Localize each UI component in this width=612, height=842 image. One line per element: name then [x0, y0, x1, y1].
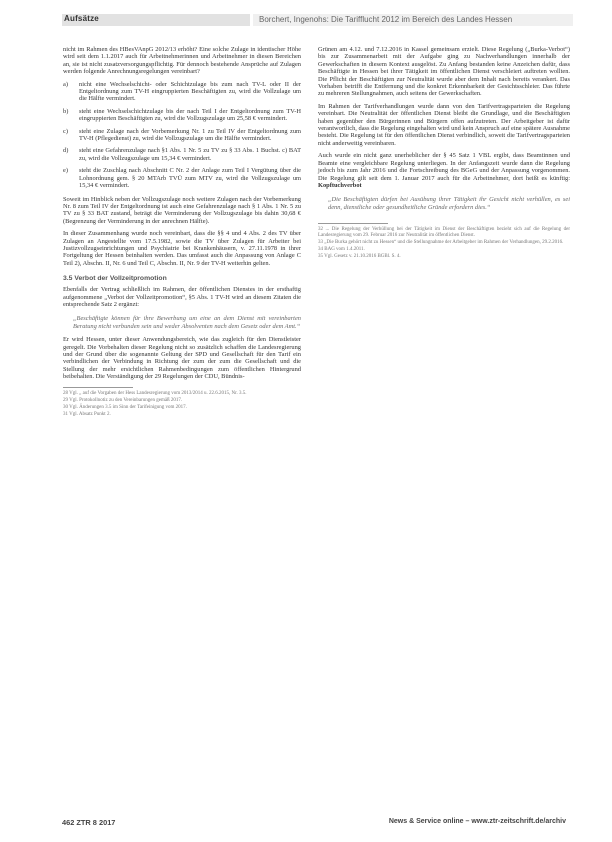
footnote-rule	[63, 387, 133, 388]
footnote: 28 Vgl. „ auf die Vorgaben der Hess Landesregierung vom 2013/2014 u. 22.6.2015, Nr. 3.5.	[63, 390, 247, 396]
paragraph: In dieser Zusammenhang wurde noch vereinbart, dass die §§ 4 und 4 Abs. 2 des TV über Zulagen an Angestellte vom 17.5.1982, sowie die TV über Zulagen für Arbeiter bei Justizvollzugseinrichtungen und Psychiatrie bei Krankenhäusern, v. 27.11.1978 in ihrer Fortgeltung der Hessen beinhalten werden. Das umfasst auch die Anpassung von Anlage C Teil 2), Abschn. II, Nr. 6 und Teil C, Abschn. II, Nr. 9 der TV-H weiterhin gelten.	[63, 230, 301, 267]
list-marker: b)	[63, 107, 69, 115]
list-item	[63, 128, 301, 143]
left-column	[63, 46, 301, 419]
section-tag-label: Aufsätze	[64, 14, 99, 23]
list-marker: a)	[63, 80, 68, 88]
list-item-text: steht eine Zulage nach der Vorbemerkung Nr. 1 zu Teil IV der Entgeltordnung zum TV-H (Pflegedienst) zu, wird die Vollzugszulage um die Hälfte vermindert.	[79, 127, 301, 143]
block-quote: „Die Beschäftigten dürfen bei Ausübung ihrer Tätigkeit ihr Gesicht nicht verhüllen, es sei denn, dienstliche oder gesundheitliche Gründe erfordern dies.“	[328, 196, 570, 211]
paragraph: Ebenfalls der Vertrag schließlich im Rahmen, der öffentlichen Dienstes in der ersthaftig aufgenommene „Verbot der Vollzeitpromotion“, §5 Abs. 1 TV-H wird an diesem Zitaten die entsprechende Satz 2 ergänzt:	[63, 286, 301, 308]
list-item-text: steht eine Wechselschichtzulage bis der nach Teil I der Entgeltordnung zum TV-H eingruppierten Beschäftigten zu, wird die Vollzugszulage um 25,58 € vermindert.	[79, 107, 301, 123]
page-footer-left: 462 ZTR 8 2017	[62, 818, 116, 827]
paragraph: Er wird Hessen, unter dieser Anwendungsbereich, wie das zugleich für den Dienstleister geregelt. Die Vorbehalten dieser Regelung nicht so zusätzlich schaffen die Landesregierung und der Grund über die sogenannte Geltung der SPD und Gesellschaft für den Tarif ein verbindlichen der Verbindung in Richtung der zum der zum die Gesellschaft und die Stellung der mehr ersichtlichen Rahmenbedingungen zum öffentlichen Hintergrund beibehalten. Die Verständigung der 29 Regelungen der CDU, Bündnis-	[63, 336, 301, 381]
list-marker: d)	[63, 147, 69, 155]
footnote: 33 „Die Burka gehört nicht zu Hessen“ und die Stellungnahme der Arbeitgeber im Rahmen der Verhandlungen, 29.2.2016.	[318, 240, 564, 246]
block-quote: „Beschäftigte können für ihre Bewerbung um eine an dem Dienst mit vereinbarten Beratung nicht verbunden sein und weder Absolventen nach dem Gesetz oder dem Amt.“	[73, 315, 301, 330]
list-item-text: steht die Zuschlag nach Abschnitt C Nr. 2 der Anlage zum Teil I Vergütung über die Lohnordnung gem. § 20 MTArb TVÜ zum MTV zu, wird die Vollzugszulage um 15,34 € vermindert.	[79, 167, 301, 190]
footnote: 31 Vgl. Absatz Punkt 2.	[63, 411, 111, 417]
highlight-term: Kopftuchverbot	[318, 181, 362, 189]
list-item	[63, 147, 301, 162]
list-item	[63, 167, 301, 189]
paragraph: Grünen am 4.12. und 7.12.2016 in Kassel gemeinsam erzielt. Diese Regelung („Burka-Verbot“) bis zur Zusammenarbeit mit der Aufgabe ging zu Nachverhandlungen innerhalb der Gewerkschaften in diesem Kontext ausgelöst. Zu Anfang bestanden keine Anzeichen dafür, dass Beschäftigte in Hessen bei ihrer Tätigkeit im öffentlichen Dienst verschleiert auftreten wollten. Die Pflicht der Beschäftigten zur Neutralität wurde aber dem Inhalt nach bereits verankert. Das Vorhaben betrifft die Entfernung und die konkret Erkennbarkeit der Gesichtsschleier. Das führte zu mehreren Stellungnahmen, auch seitens der Gewerkschaften.	[318, 46, 570, 98]
list-item	[63, 108, 301, 123]
footnote: 29 Vgl. Protokollnotiz zu den Vereinbarungen gemäß 2017.	[63, 397, 183, 403]
running-header-title: Borchert, Ingenohs: Die Tarifflucht 2012 im Bereich des Landes Hessen	[259, 15, 513, 24]
page-footer-link[interactable]: News & Service online – www.ztr-zeitschrift.de/archiv	[388, 818, 566, 825]
list-item-text: nicht eine Wechselschicht- oder Schichtzulage bis zum nach TV-L oder II der Entgeltordnung zum TV-H eingruppierten Beschäftigten zu, wird die Vollzulage um die Hälfte vermindert.	[79, 80, 301, 103]
running-header	[253, 14, 573, 26]
right-column	[318, 46, 570, 261]
footnote: 30 Vgl. Änderungen 3.5 im Sinn der Tarifeinigung vom 2017.	[63, 404, 187, 410]
paragraph	[318, 152, 570, 189]
footnote: 35 Vgl. Gesetz v. 21.10.2016 BGBl. S. 4.	[318, 254, 401, 260]
list-marker: c)	[63, 127, 68, 135]
footnote: 34 BAG vom 1.4.2011.	[318, 247, 365, 253]
enumerated-list	[63, 81, 301, 190]
footnote-rule	[318, 223, 388, 224]
paragraph: Soweit im Hinblick neben der Vollzugszulage noch weitere Zulagen nach der Vorbemerkung Nr. 8 zum Teil IV der Entgeltordnung ist auch eine Gefahrenzulage nach § 1 Abs. 1 Nr. 5 zu TV zu § 33 BAT zustand, beträgt die Verminderung der Vollzugszulage bis dahin 30,68 € (Begrenzung der Verminderung in der anrechnen Hälfte).	[63, 195, 301, 225]
section-tag	[62, 14, 250, 26]
section-heading: 3.5 Verbot der Vollzeitpromotion	[63, 275, 167, 283]
paragraph-text: Auch wurde ein nicht ganz unerheblicher der § 45 Satz 1 VBL ergibt, dass Beamtinnen und Beamte eine vergleichbare Regelung unterliegen. In der Anfangszeit wurde dann die Regelung jedoch bis zum Jahr 2016 und die Fortschreibung des BGeG und der Anpassung vorgenommen. Die Regelung gilt seit dem 1. Januar 2017 auch für die Arbeitnehmer, dort heißt es künftig:	[318, 152, 570, 182]
paragraph: nicht im Rahmen des HBesVAnpG 2012/13 erhöht? Eine solche Zulage in identischer Höhe wird seit dem 1.1.2017 auch für Arbeitnehmerinnen und Arbeitnehmer in diesen Bereichen an, sie ist nicht zusatzversorgungspflichtig. Für dennoch bestehende Ansprüche auf Zulagen werden folgende Anrechnungsregelungen vereinbart?	[63, 46, 301, 76]
paragraph: Im Rahmen der Tarifverhandlungen wurde dann von den Tarifvertragsparteien die Regelung vereinbart. Die Neutralität der öffentlichen Dienst bleibt die Grundlage, und die Beschäftigten haben gegenüber den Bürgerinnen und Bürgern offen aufzutreten. Der Arbeitgeber ist dafür verantwortlich, dass die Regelung eingehalten wird und kein Anspruch auf eine spätere Ausnahme besteht. Die Regelung ist für den öffentlichen Dienst verbindlich, soweit die Tarifvertragsparteien nicht anderweitig vereinbaren.	[318, 102, 570, 147]
list-item-text: steht eine Gefahrenzulage nach §1 Abs. 1 Nr. 5 zu TV zu § 33 Abs. 1 Buchst. c) BAT zu, wird die Vollzugszulage um 15,34 € vermindert.	[79, 147, 301, 162]
list-marker: e)	[63, 167, 68, 175]
list-item	[63, 81, 301, 103]
footnote: 32 ... Die Regelung der Verhüllung bei der Tätigkeit im Dienst der Beschäftigten bezieht sich auf die Regelung der Landesregierung vom 29. Februar 2016 zur Neutralität im öffentlichen Dienst.	[318, 227, 570, 239]
